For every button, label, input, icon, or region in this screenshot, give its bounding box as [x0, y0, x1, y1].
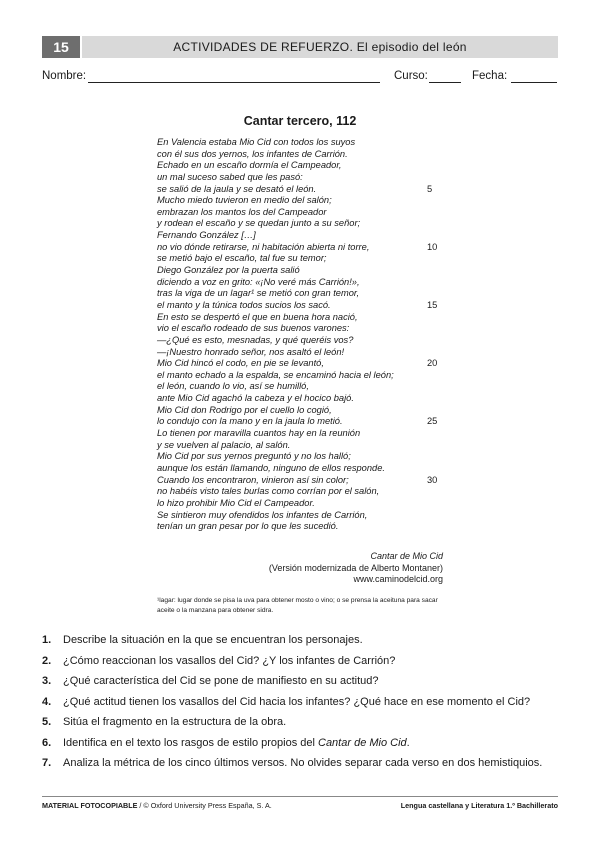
question-item: [42, 674, 558, 695]
question-number: 7.: [42, 757, 52, 769]
verse-number: 5: [427, 183, 433, 194]
page-footer: [42, 796, 558, 813]
verse-line: [157, 323, 457, 335]
verse-line: [157, 195, 457, 207]
question-text: Describe la situación en la que se encuentran los personajes.: [63, 634, 363, 646]
source-citation: [269, 551, 443, 586]
question-item: [42, 756, 558, 777]
verse-line: [157, 149, 457, 161]
verse-text: aunque los están llamando, ninguno de ellos responde.: [157, 462, 385, 473]
question-item: [42, 715, 558, 736]
verse-text: lo hizo prohibir Mio Cid el Campeador.: [157, 497, 315, 508]
verse-number: 25: [427, 416, 438, 427]
verse-line: [157, 498, 457, 510]
verse-line: [157, 358, 457, 370]
verse-text: Mio Cid por sus yernos preguntó y no los halló;: [157, 451, 351, 462]
verse-line: [157, 218, 457, 230]
question-number: 6.: [42, 736, 52, 749]
verse-text: tras la viga de un lagar¹ se metió con gran temor,: [157, 288, 360, 299]
verse-text: —¿Qué es esto, mesnadas, y qué queréis vos?: [157, 334, 354, 345]
footer-copyright: [42, 801, 272, 810]
verse-text: se salió de la jaula y se desató el león.: [157, 183, 317, 194]
question-text: Identifica en el texto los rasgos de estilo propios del: [63, 736, 315, 749]
question-text: Sitúa el fragmento en la estructura de la obra.: [63, 716, 287, 728]
verse-text: con él sus dos yernos, los infantes de Carrión.: [157, 148, 348, 159]
question-end: .: [406, 736, 410, 749]
verse-line: [157, 463, 457, 475]
verse-line: [157, 451, 457, 463]
verse-text: Se sintieron muy ofendidos los infantes de Carrión,: [157, 509, 368, 520]
verse-line: [157, 288, 457, 300]
date-label: Fecha:: [472, 70, 508, 82]
poem-text: [157, 137, 457, 533]
verse-text: embrazan los mantos los del Campeador: [157, 206, 327, 217]
question-text: ¿Qué característica del Cid se pone de manifiesto en su actitud?: [63, 675, 379, 687]
page-header: [42, 36, 558, 58]
verse-number: 15: [427, 299, 438, 310]
verse-text: tenían un gran pesar por lo que les sucedió.: [157, 521, 339, 532]
question-text: Analiza la métrica de los cinco últimos versos. No olvides separar cada verso en dos hemistiquios.: [63, 757, 543, 769]
verse-text: Fernando González […]: [157, 230, 256, 241]
question-text-wrap: [63, 695, 530, 709]
verse-line: [157, 172, 457, 184]
verse-line: [157, 253, 457, 265]
name-label: Nombre:: [42, 70, 87, 82]
question-item: [42, 654, 558, 675]
name-field-line[interactable]: [88, 82, 380, 83]
question-number: 3.: [42, 675, 52, 687]
question-item: [42, 633, 558, 654]
verse-line: [157, 521, 457, 533]
footer-subject: Lengua castellana y Literatura 1.º Bachillerato: [400, 801, 558, 810]
verse-line: [157, 405, 457, 417]
verse-number: 30: [427, 474, 438, 485]
course-field-line[interactable]: [429, 82, 461, 83]
verse-line: [157, 242, 457, 254]
question-text: ¿Cómo reaccionan los vasallos del Cid? ¿Y los infantes de Carrión?: [63, 654, 396, 667]
verse-text: y se vuelven al palacio, al salón.: [157, 439, 291, 450]
verse-line: [157, 486, 457, 498]
verse-line: [157, 475, 457, 487]
verse-line: [157, 300, 457, 312]
verse-text: no vio dónde retirarse, ni habitación abierta ni torre,: [157, 241, 370, 252]
verse-text: Mucho miedo tuvieron en medio del salón;: [157, 195, 332, 206]
verse-text: y rodean el escaño y se quedan junto a su señor;: [157, 218, 361, 229]
verse-text: se metió bajo el escaño, tal fue su temor;: [157, 253, 327, 264]
source-version: (Versión modernizada de Alberto Montaner): [268, 562, 443, 573]
date-field-line[interactable]: [511, 82, 557, 83]
question-work-title: Cantar de Mio Cid: [318, 736, 407, 749]
verse-text: diciendo a voz en grito: «¡No veré más Carrión!»,: [157, 276, 360, 287]
activity-title: ACTIVIDADES DE REFUERZO. El episodio del león: [82, 36, 558, 58]
verse-text: un mal suceso sabed que les pasó:: [157, 171, 303, 182]
question-text-wrap: [63, 633, 363, 647]
question-number: 5.: [42, 716, 52, 728]
verse-text: el manto y la túnica todos sucios los sacó.: [157, 299, 331, 310]
activity-number: 15: [42, 36, 80, 58]
question-text-wrap: [63, 736, 410, 750]
question-text-wrap: [63, 756, 542, 770]
question-text: ¿Qué actitud tienen los vasallos del Cid hacia los infantes? ¿Qué hace en ese momento el Cid?: [63, 695, 531, 708]
question-text-wrap: [63, 654, 395, 668]
verse-line: [157, 416, 457, 428]
verse-number: 20: [427, 358, 438, 369]
verse-line: [157, 370, 457, 382]
question-text-wrap: [63, 715, 286, 729]
question-item: [42, 695, 558, 716]
footer-publisher: / © Oxford University Press España, S. A.: [137, 801, 272, 810]
verse-text: el león, cuando lo vio, así se humilló,: [157, 381, 309, 392]
course-label: Curso:: [394, 70, 428, 82]
questions-list: [42, 633, 558, 777]
verse-text: el manto echado a la espalda, se encaminó hacia el león;: [157, 369, 394, 380]
verse-line: [157, 207, 457, 219]
verse-text: —¡Nuestro honrado señor, nos asaltó el león!: [157, 346, 345, 357]
verse-text: En esto se despertó el que en buena hora nació,: [157, 311, 358, 322]
verse-line: [157, 335, 457, 347]
student-fields: [42, 70, 558, 86]
poem-title: Cantar tercero, 112: [243, 114, 357, 128]
verse-line: [157, 184, 457, 196]
question-number: 4.: [42, 695, 52, 708]
verse-number: 10: [427, 241, 438, 252]
question-item: [42, 736, 558, 757]
footnote: ¹lagar: lugar donde se pisa la uva para obtener mosto o vino; o se prensa la aceituna para sacar aceite o la manzana para obtener sidra.: [157, 597, 438, 614]
verse-text: ante Mio Cid agachó la cabeza y el hocico bajó.: [157, 393, 354, 404]
verse-line: [157, 428, 457, 440]
verse-line: [157, 440, 457, 452]
verse-text: Lo tienen por maravilla cuantos hay en la reunión: [157, 428, 361, 439]
verse-line: [157, 277, 457, 289]
verse-text: no habéis visto tales burlas como corrían por el salón,: [157, 486, 380, 497]
verse-text: Diego González por la puerta salió: [157, 265, 300, 276]
verse-text: vio el escaño rodeado de sus buenos varones:: [157, 323, 350, 334]
verse-line: [157, 347, 457, 359]
source-work: Cantar de Mio Cid: [370, 551, 443, 561]
verse-line: [157, 137, 457, 149]
verse-line: [157, 393, 457, 405]
verse-line: [157, 160, 457, 172]
footer-material-label: MATERIAL FOTOCOPIABLE: [42, 801, 138, 810]
verse-line: [157, 230, 457, 242]
verse-line: [157, 265, 457, 277]
verse-text: Mio Cid hincó el codo, en pie se levantó,: [157, 358, 324, 369]
verse-line: [157, 312, 457, 324]
question-number: 1.: [42, 634, 52, 646]
question-text-wrap: [63, 674, 379, 688]
verse-text: lo condujo con la mano y en la jaula lo metió.: [157, 416, 343, 427]
question-number: 2.: [42, 654, 52, 667]
source-url: www.caminodelcid.org: [353, 574, 443, 584]
verse-text: Cuando los encontraron, vinieron así sin color;: [157, 474, 349, 485]
verse-text: Echado en un escaño dormía el Campeador,: [157, 160, 342, 171]
verse-text: En Valencia estaba Mio Cid con todos los suyos: [157, 137, 356, 147]
verse-text: Mio Cid don Rodrigo por el cuello lo cogió,: [157, 404, 332, 415]
verse-line: [157, 510, 457, 522]
verse-line: [157, 381, 457, 393]
